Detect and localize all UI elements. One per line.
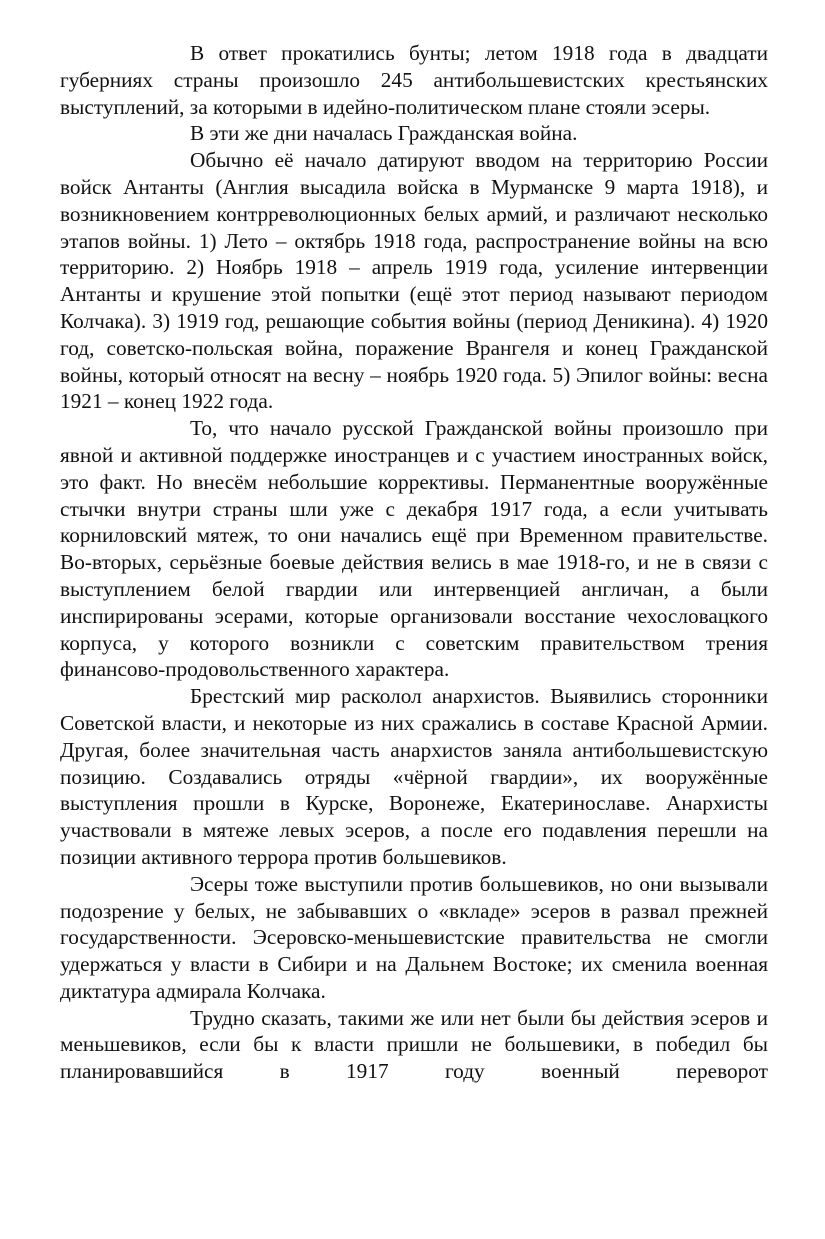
paragraph-civil-war-start: В эти же дни началась Гражданская война. <box>190 121 578 146</box>
paragraph-anarchists: Брестский мир расколол анархистов. Выявились сторонники Советской власти, и некоторые из них сражались в составе Красной Армии. Другая, более значительная часть анархистов заняла антибольшевистскую позицию. Создавались отряды «чёрной гвардии», их вооружённые выступления прошли в Курске, Воронеже, Екатеринославе. Анархисты участвовали в мятеже левых эсеров, а после его подавления перешли на позиции активного террора против большевиков. <box>60 684 768 869</box>
paragraph-hypothetical: Трудно сказать, такими же или нет были бы действия эсеров и меньшевиков, если бы к власти пришли не большевики, в победил бы планировавшийся в 1917 году военный переворот <box>60 1005 768 1084</box>
paragraph-foreign-support: То, что начало русской Гражданской войны произошло при явной и активной поддержке иностранцев и с участием иностранных войск, это факт. Но внесём небольшие коррективы. Перманентные вооружённые стычки внутри страны шли уже с декабря 1917 года, а если учитывать корниловский мятеж, то они начались ещё при Временном правительстве. Во-вторых, серьёзные боевые действия велись в мае 1918-го, и не в связи с выступлением белой гвардии или интервенцией англичан, а были инспирированы эсерами, которые организовали восстание чехословацкого корпуса, у которого возникли с советским правительством трения финансово-продовольственного характера. <box>60 416 768 682</box>
document-page <box>60 40 768 1085</box>
paragraph-uprisings: В ответ прокатились бунты; летом 1918 года в двадцати губерниях страны произошло 245 антибольшевистских крестьянских выступлений, за которыми в идейно-политическом плане стояли эсеры. <box>60 41 768 119</box>
paragraph-war-stages: Обычно её начало датируют вводом на территорию России войск Антанты (Англия высадила войска в Мурманске 9 марта 1918), и возникновением контрреволюционных белых армий, и различают несколько этапов войны. 1) Лето – октябрь 1918 года, распространение войны на всю территорию. 2) Ноябрь 1918 – апрель 1919 года, усиление интервенции Антанты и крушение этой попытки (ещё этот период называют периодом Колчака). 3) 1919 год, решающие события войны (период Деникина). 4) 1920 год, советско-польская война, поражение Врангеля и конец Гражданской войны, который относят на весну – ноябрь 1920 года. 5) Эпилог войны: весна 1921 – конец 1922 года. <box>60 148 768 414</box>
paragraph-esers: Эсеры тоже выступили против большевиков, но они вызывали подозрение у белых, не забывавших о «вкладе» эсеров в развал прежней государственности. Эсеровско-меньшевистские правительства не смогли удержаться у власти в Сибири и на Дальнем Востоке; их сменила военная диктатура адмирала Колчака. <box>60 871 768 1003</box>
